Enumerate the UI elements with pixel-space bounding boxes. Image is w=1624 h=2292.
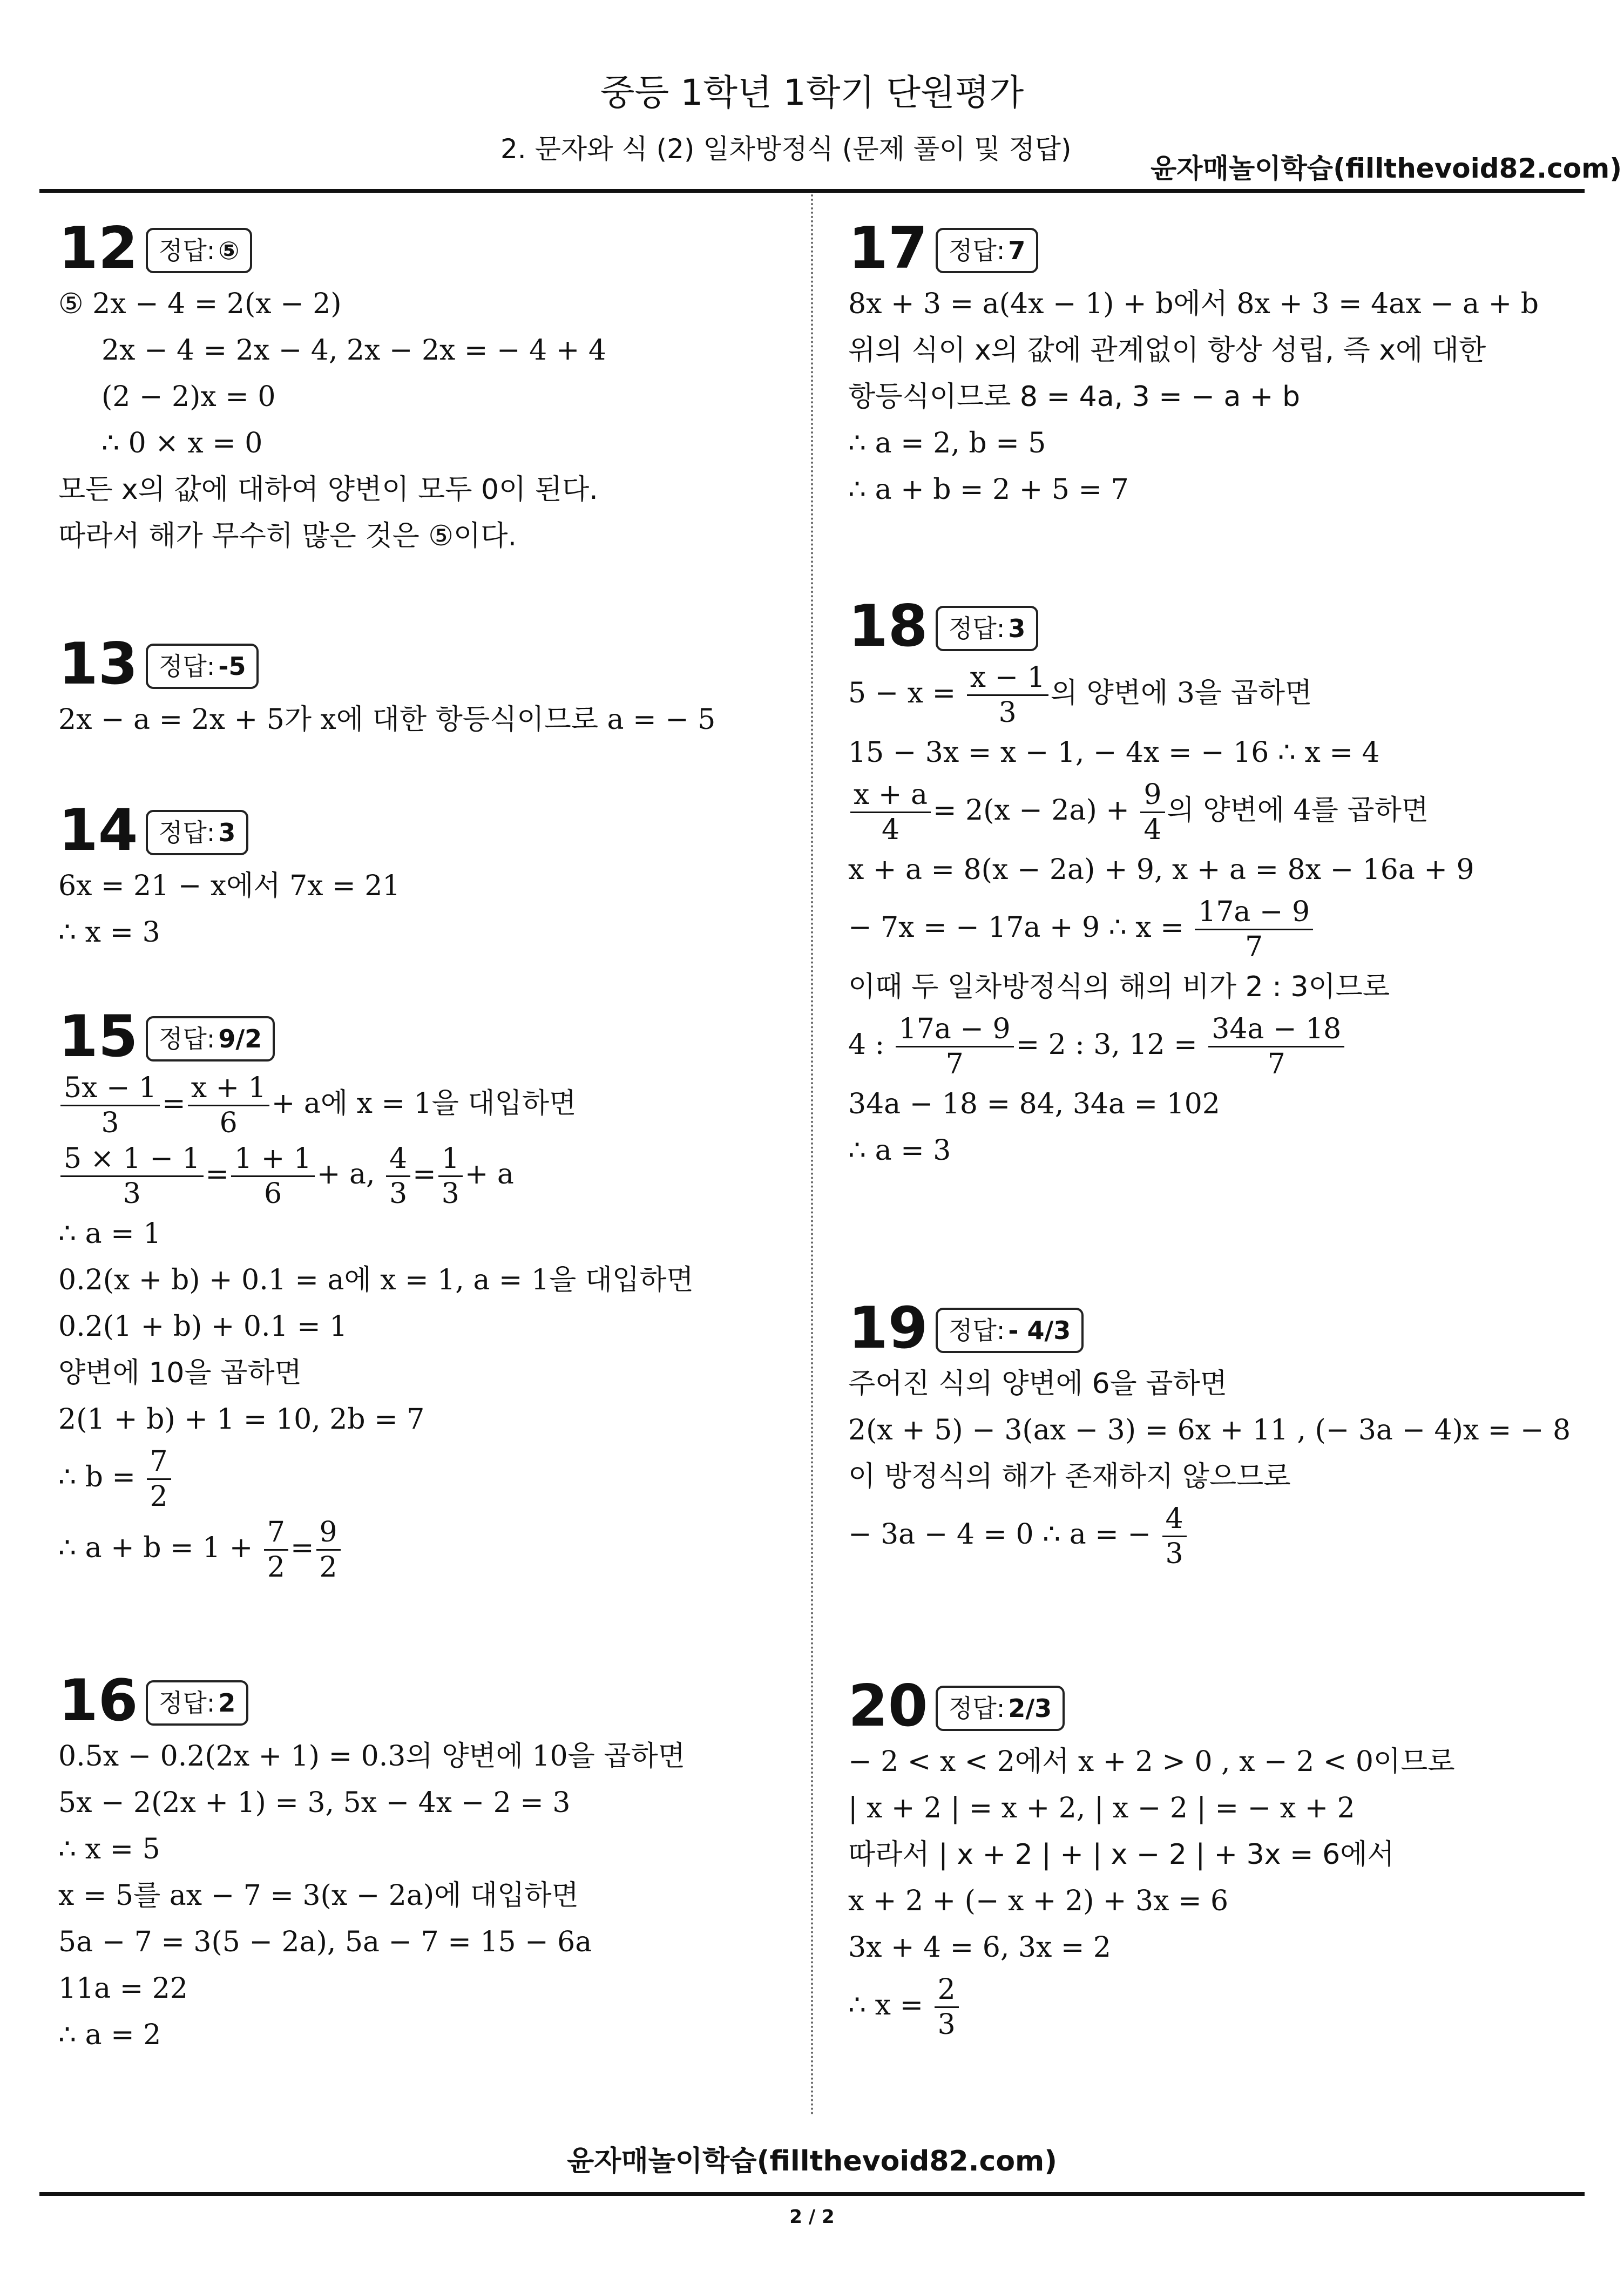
solution-line: x = 5를 ax − 7 = 3(x − 2a)에 대입하면 — [58, 1879, 579, 1912]
problem-15 — [58, 1004, 809, 1584]
footer-rule — [39, 2192, 1585, 2196]
header-rule — [39, 189, 1585, 193]
text-segment: 5 − x = — [848, 677, 956, 709]
answer-badge — [146, 1680, 248, 1726]
denominator: 2 — [319, 1551, 337, 1584]
answer-label: 정답: — [159, 652, 215, 681]
answer-badge — [146, 644, 259, 689]
answer-label: 정답: — [159, 818, 215, 847]
solution-line: 8x + 3 = a(4x − 1) + b에서 8x + 3 = 4ax − a + b — [848, 288, 1539, 320]
numerator: 5 × 1 − 1 — [60, 1142, 204, 1177]
answer-value: 2 — [218, 1688, 236, 1718]
solution-line: 이때 두 일차방정식의 해의 비가 2 : 3이므로 — [848, 971, 1390, 1003]
equals-sign: = — [205, 1158, 229, 1191]
numerator: 4 — [1162, 1502, 1187, 1537]
fraction — [60, 1071, 160, 1140]
equals-sign: = — [412, 1158, 436, 1191]
problem-16 — [58, 1668, 809, 2058]
header-brand: 윤자매놀이학습(fillthevoid82.com) — [1151, 153, 1622, 184]
solution-line: x + 2 + (− x + 2) + 3x = 6 — [848, 1885, 1229, 1917]
fraction — [1208, 1012, 1344, 1081]
text-segment: = 2 : 3, 12 = — [1016, 1029, 1197, 1061]
numerator: 17a − 9 — [896, 1012, 1014, 1047]
denominator: 7 — [1245, 931, 1263, 963]
fraction — [1162, 1502, 1187, 1571]
numerator: 1 + 1 — [231, 1142, 315, 1177]
text-segment: 의 양변에 4를 곱하면 — [1167, 794, 1429, 827]
fraction — [231, 1142, 315, 1211]
problem-13 — [58, 632, 809, 743]
problem-number: 13 — [58, 631, 138, 697]
text-segment: ∴ x = — [848, 1989, 924, 2021]
problem-number: 16 — [58, 1667, 138, 1734]
solution-line: | x + 2 | = x + 2, | x − 2 | = − x + 2 — [848, 1792, 1355, 1824]
solution-line: 11a = 22 — [58, 1972, 188, 2005]
denominator: 6 — [263, 1178, 282, 1210]
fraction — [896, 1012, 1014, 1081]
numerator: x + a — [850, 778, 931, 813]
problem-20 — [848, 1674, 1599, 2041]
solution-line: 34a − 18 = 84, 34a = 102 — [848, 1088, 1220, 1120]
solution-line — [848, 776, 1599, 847]
answer-label: 정답: — [159, 1024, 215, 1053]
solution-line: 따라서 해가 무수히 많은 것은 ⑤이다. — [58, 520, 517, 552]
fraction — [1140, 778, 1165, 847]
text-segment: = 2(x − 2a) + — [932, 794, 1129, 827]
fraction — [967, 661, 1048, 729]
numerator: x + 1 — [188, 1071, 269, 1106]
answer-badge — [146, 810, 248, 855]
solution-line: ∴ a = 1 — [58, 1218, 161, 1250]
fraction — [935, 1973, 959, 2041]
answer-badge — [936, 228, 1038, 273]
solution-line: 0.2(x + b) + 0.1 = a에 x = 1, a = 1을 대입하면 — [58, 1264, 694, 1296]
solution-line — [848, 1500, 1599, 1571]
column-divider — [811, 194, 813, 2117]
numerator: 1 — [438, 1142, 463, 1177]
fraction — [264, 1516, 288, 1584]
numerator: x − 1 — [967, 661, 1048, 696]
denominator: 3 — [123, 1178, 141, 1210]
answer-value: 9/2 — [218, 1024, 262, 1053]
solution-line: 2(x + 5) − 3(ax − 3) = 6x + 11 , (− 3a − 4)x = − 8 — [848, 1414, 1571, 1446]
denominator: 3 — [1165, 1538, 1183, 1570]
solution-line: 주어진 식의 양변에 6을 곱하면 — [848, 1368, 1227, 1400]
solution-line: 6x = 21 − x에서 7x = 21 — [58, 870, 401, 902]
solution-line: 3x + 4 = 6, 3x = 2 — [848, 1931, 1112, 1964]
denominator: 3 — [389, 1178, 408, 1210]
solution-line — [58, 1513, 809, 1584]
solution-line: ∴ 0 × x = 0 — [102, 427, 263, 459]
solution-line: 이 방정식의 해가 존재하지 않으므로 — [848, 1461, 1291, 1493]
answer-badge — [146, 1016, 275, 1062]
fraction — [1195, 895, 1313, 964]
numerator: 5x − 1 — [60, 1071, 160, 1106]
answer-label: 정답: — [949, 1316, 1005, 1345]
denominator: 2 — [267, 1551, 285, 1584]
page-title: 중등 1학년 1학기 단원평가 — [600, 72, 1024, 113]
denominator: 3 — [441, 1178, 459, 1210]
solution-line: 양변에 10을 곱하면 — [58, 1357, 302, 1389]
denominator: 4 — [1143, 814, 1162, 846]
answer-label: 정답: — [949, 1694, 1005, 1723]
fraction — [438, 1142, 463, 1211]
problem-19 — [848, 1296, 1599, 1571]
text-segment: ∴ b = — [58, 1461, 136, 1493]
answer-value: 7 — [1008, 236, 1026, 265]
solution-line: ∴ a = 2 — [58, 2019, 161, 2051]
denominator: 3 — [998, 697, 1017, 729]
numerator: 7 — [147, 1445, 171, 1480]
solution-line — [58, 1443, 809, 1513]
solution-line — [58, 1140, 809, 1211]
denominator: 4 — [881, 814, 900, 846]
solution-line: 2(1 + b) + 1 = 10, 2b = 7 — [58, 1403, 425, 1436]
footer-brand: 윤자매놀이학습(fillthevoid82.com) — [566, 2145, 1057, 2178]
problem-14 — [58, 798, 809, 956]
denominator: 7 — [945, 1048, 964, 1080]
problem-number: 12 — [58, 215, 138, 281]
answer-badge — [936, 1308, 1084, 1353]
solution-line: 0.5x − 0.2(2x + 1) = 0.3의 양변에 10을 곱하면 — [58, 1740, 685, 1773]
page-subtitle: 2. 문자와 식 (2) 일차방정식 (문제 풀이 및 정답) — [500, 133, 1072, 165]
answer-value: 3 — [218, 818, 236, 847]
answer-badge — [936, 1686, 1065, 1731]
solution-line: 0.2(1 + b) + 0.1 = 1 — [58, 1310, 348, 1343]
solution-line — [848, 659, 1599, 729]
answer-label: 정답: — [949, 236, 1005, 265]
solution-line: ∴ x = 5 — [58, 1833, 160, 1865]
solution-line: ∴ x = 3 — [58, 916, 160, 949]
solution-line: 항등식이므로 8 = 4a, 3 = − a + b — [848, 381, 1300, 413]
numerator: 34a − 18 — [1208, 1012, 1344, 1047]
answer-label: 정답: — [159, 236, 215, 265]
solution-line: 위의 식이 x의 값에 관계없이 항상 성립, 즉 x에 대한 — [848, 334, 1486, 367]
numerator: 17a − 9 — [1195, 895, 1313, 930]
fraction — [316, 1516, 341, 1584]
answer-value: 2/3 — [1008, 1694, 1052, 1723]
fraction — [386, 1142, 410, 1211]
solution-line: 5a − 7 = 3(5 − 2a), 5a − 7 = 15 − 6a — [58, 1926, 592, 1958]
answer-value: - 4/3 — [1008, 1316, 1071, 1345]
denominator: 3 — [937, 2009, 956, 2041]
fraction — [188, 1071, 269, 1140]
equals-sign: = — [290, 1532, 314, 1564]
problem-number: 17 — [848, 215, 928, 281]
denominator: 2 — [150, 1480, 168, 1513]
problem-number: 15 — [58, 1003, 138, 1070]
text-segment: − 7x = − 17a + 9 ∴ x = — [848, 911, 1184, 944]
problem-number: 14 — [58, 797, 138, 863]
answer-badge — [936, 606, 1038, 651]
solution-line: ⑤ 2x − 4 = 2(x − 2) — [58, 288, 342, 320]
solution-line: 2x − 4 = 2x − 4, 2x − 2x = − 4 + 4 — [102, 334, 606, 367]
text-segment: − 3a − 4 = 0 ∴ a = − — [848, 1518, 1151, 1551]
numerator: 7 — [264, 1516, 288, 1551]
solution-line: 5x − 2(2x + 1) = 3, 5x − 4x − 2 = 3 — [58, 1787, 571, 1819]
page-number: 2 / 2 — [789, 2206, 835, 2228]
denominator: 7 — [1267, 1048, 1285, 1080]
numerator: 2 — [935, 1973, 959, 2008]
solution-line: 15 − 3x = x − 1, − 4x = − 16 ∴ x = 4 — [848, 736, 1380, 769]
text-segment: 4 : — [848, 1029, 885, 1061]
solution-line: − 2 < x < 2에서 x + 2 > 0 , x − 2 < 0이므로 — [848, 1746, 1455, 1778]
problem-number: 19 — [848, 1295, 928, 1361]
denominator: 3 — [101, 1107, 119, 1139]
answer-label: 정답: — [949, 614, 1005, 643]
problem-18 — [848, 594, 1599, 1174]
answer-badge — [146, 228, 252, 273]
solution-line — [848, 893, 1599, 964]
solution-line: 따라서 | x + 2 | + | x − 2 | + 3x = 6에서 — [848, 1838, 1395, 1871]
denominator: 6 — [219, 1107, 238, 1139]
fraction — [850, 778, 931, 847]
fraction — [147, 1445, 171, 1513]
text-segment: + a, — [316, 1158, 375, 1191]
solution-line: 모든 x의 값에 대하여 양변이 모두 0이 된다. — [58, 474, 598, 506]
text-segment: 의 양변에 3을 곱하면 — [1050, 677, 1312, 709]
solution-line — [848, 1971, 1599, 2041]
numerator: 9 — [1140, 778, 1165, 813]
solution-line: ∴ a = 2, b = 5 — [848, 427, 1046, 459]
answer-value: ⑤ — [218, 236, 240, 265]
solution-line — [848, 1010, 1599, 1081]
numerator: 4 — [386, 1142, 410, 1177]
solution-line: x + a = 8(x − 2a) + 9, x + a = 8x − 16a + 9 — [848, 854, 1474, 886]
solution-line: ∴ a + b = 2 + 5 = 7 — [848, 474, 1129, 506]
answer-label: 정답: — [159, 1688, 215, 1718]
text-segment: ∴ a + b = 1 + — [58, 1532, 253, 1564]
solution-line — [58, 1069, 809, 1140]
problem-number: 20 — [848, 1673, 928, 1739]
solution-line: (2 − 2)x = 0 — [102, 381, 276, 413]
fraction — [60, 1142, 204, 1211]
answer-value: 3 — [1008, 614, 1026, 643]
solution-line: 2x − a = 2x + 5가 x에 대한 항등식이므로 a = − 5 — [58, 704, 716, 736]
answer-value: -5 — [218, 652, 246, 681]
solution-line: ∴ a = 3 — [848, 1134, 951, 1167]
problem-17 — [848, 216, 1599, 513]
text-segment: + a — [464, 1158, 514, 1191]
equals-sign: = — [162, 1087, 186, 1120]
problem-number: 18 — [848, 593, 928, 659]
text-segment: + a에 x = 1을 대입하면 — [271, 1087, 577, 1120]
numerator: 9 — [316, 1516, 341, 1551]
problem-12 — [58, 216, 809, 559]
